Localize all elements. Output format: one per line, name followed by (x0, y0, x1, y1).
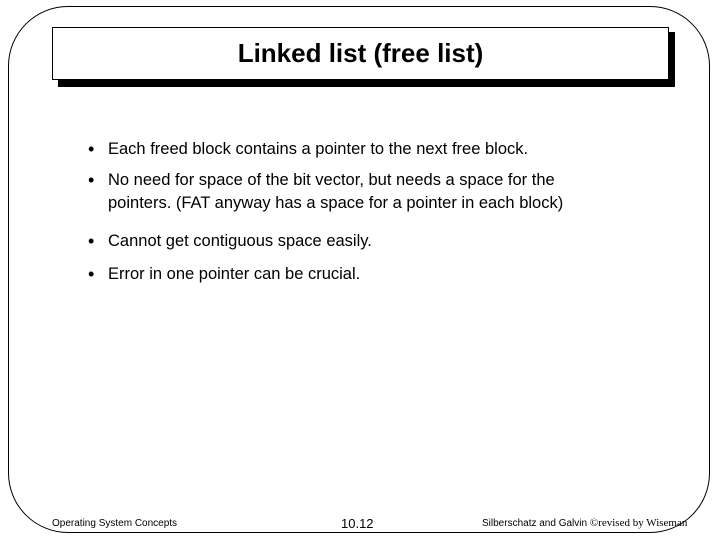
bullet-icon: • (88, 170, 95, 190)
footer-revised: revised by Wiseman (598, 517, 688, 529)
footer-authors: Silberschatz and Galvin (482, 518, 588, 529)
bullet-icon: • (88, 231, 95, 251)
bullet-item (88, 138, 688, 161)
bullet-list (88, 138, 688, 286)
copyright-icon: © (589, 517, 599, 529)
bullet-item (88, 263, 688, 286)
bullet-text: Cannot get contiguous space easily. (108, 232, 372, 250)
bullet-text (108, 169, 563, 215)
bullet-item (88, 230, 688, 253)
bullet-text-line: No need for space of the bit vector, but needs a space for the (108, 171, 555, 189)
bullet-icon: • (88, 264, 95, 284)
bullet-text: Error in one pointer can be crucial. (108, 265, 361, 283)
bullet-text: Each freed block contains a pointer to the next free block. (108, 140, 529, 158)
bullet-icon: • (88, 139, 95, 159)
slide-title: Linked list (free list) (237, 38, 484, 68)
footer-course-name: Operating System Concepts (52, 518, 178, 529)
footer-page-number: 10.12 (341, 516, 374, 531)
bullet-text-line: pointers. (FAT anyway has a space for a pointer in each block) (108, 194, 564, 212)
title-box (52, 27, 669, 80)
footer-credits (482, 517, 687, 529)
bullet-item (88, 169, 688, 215)
